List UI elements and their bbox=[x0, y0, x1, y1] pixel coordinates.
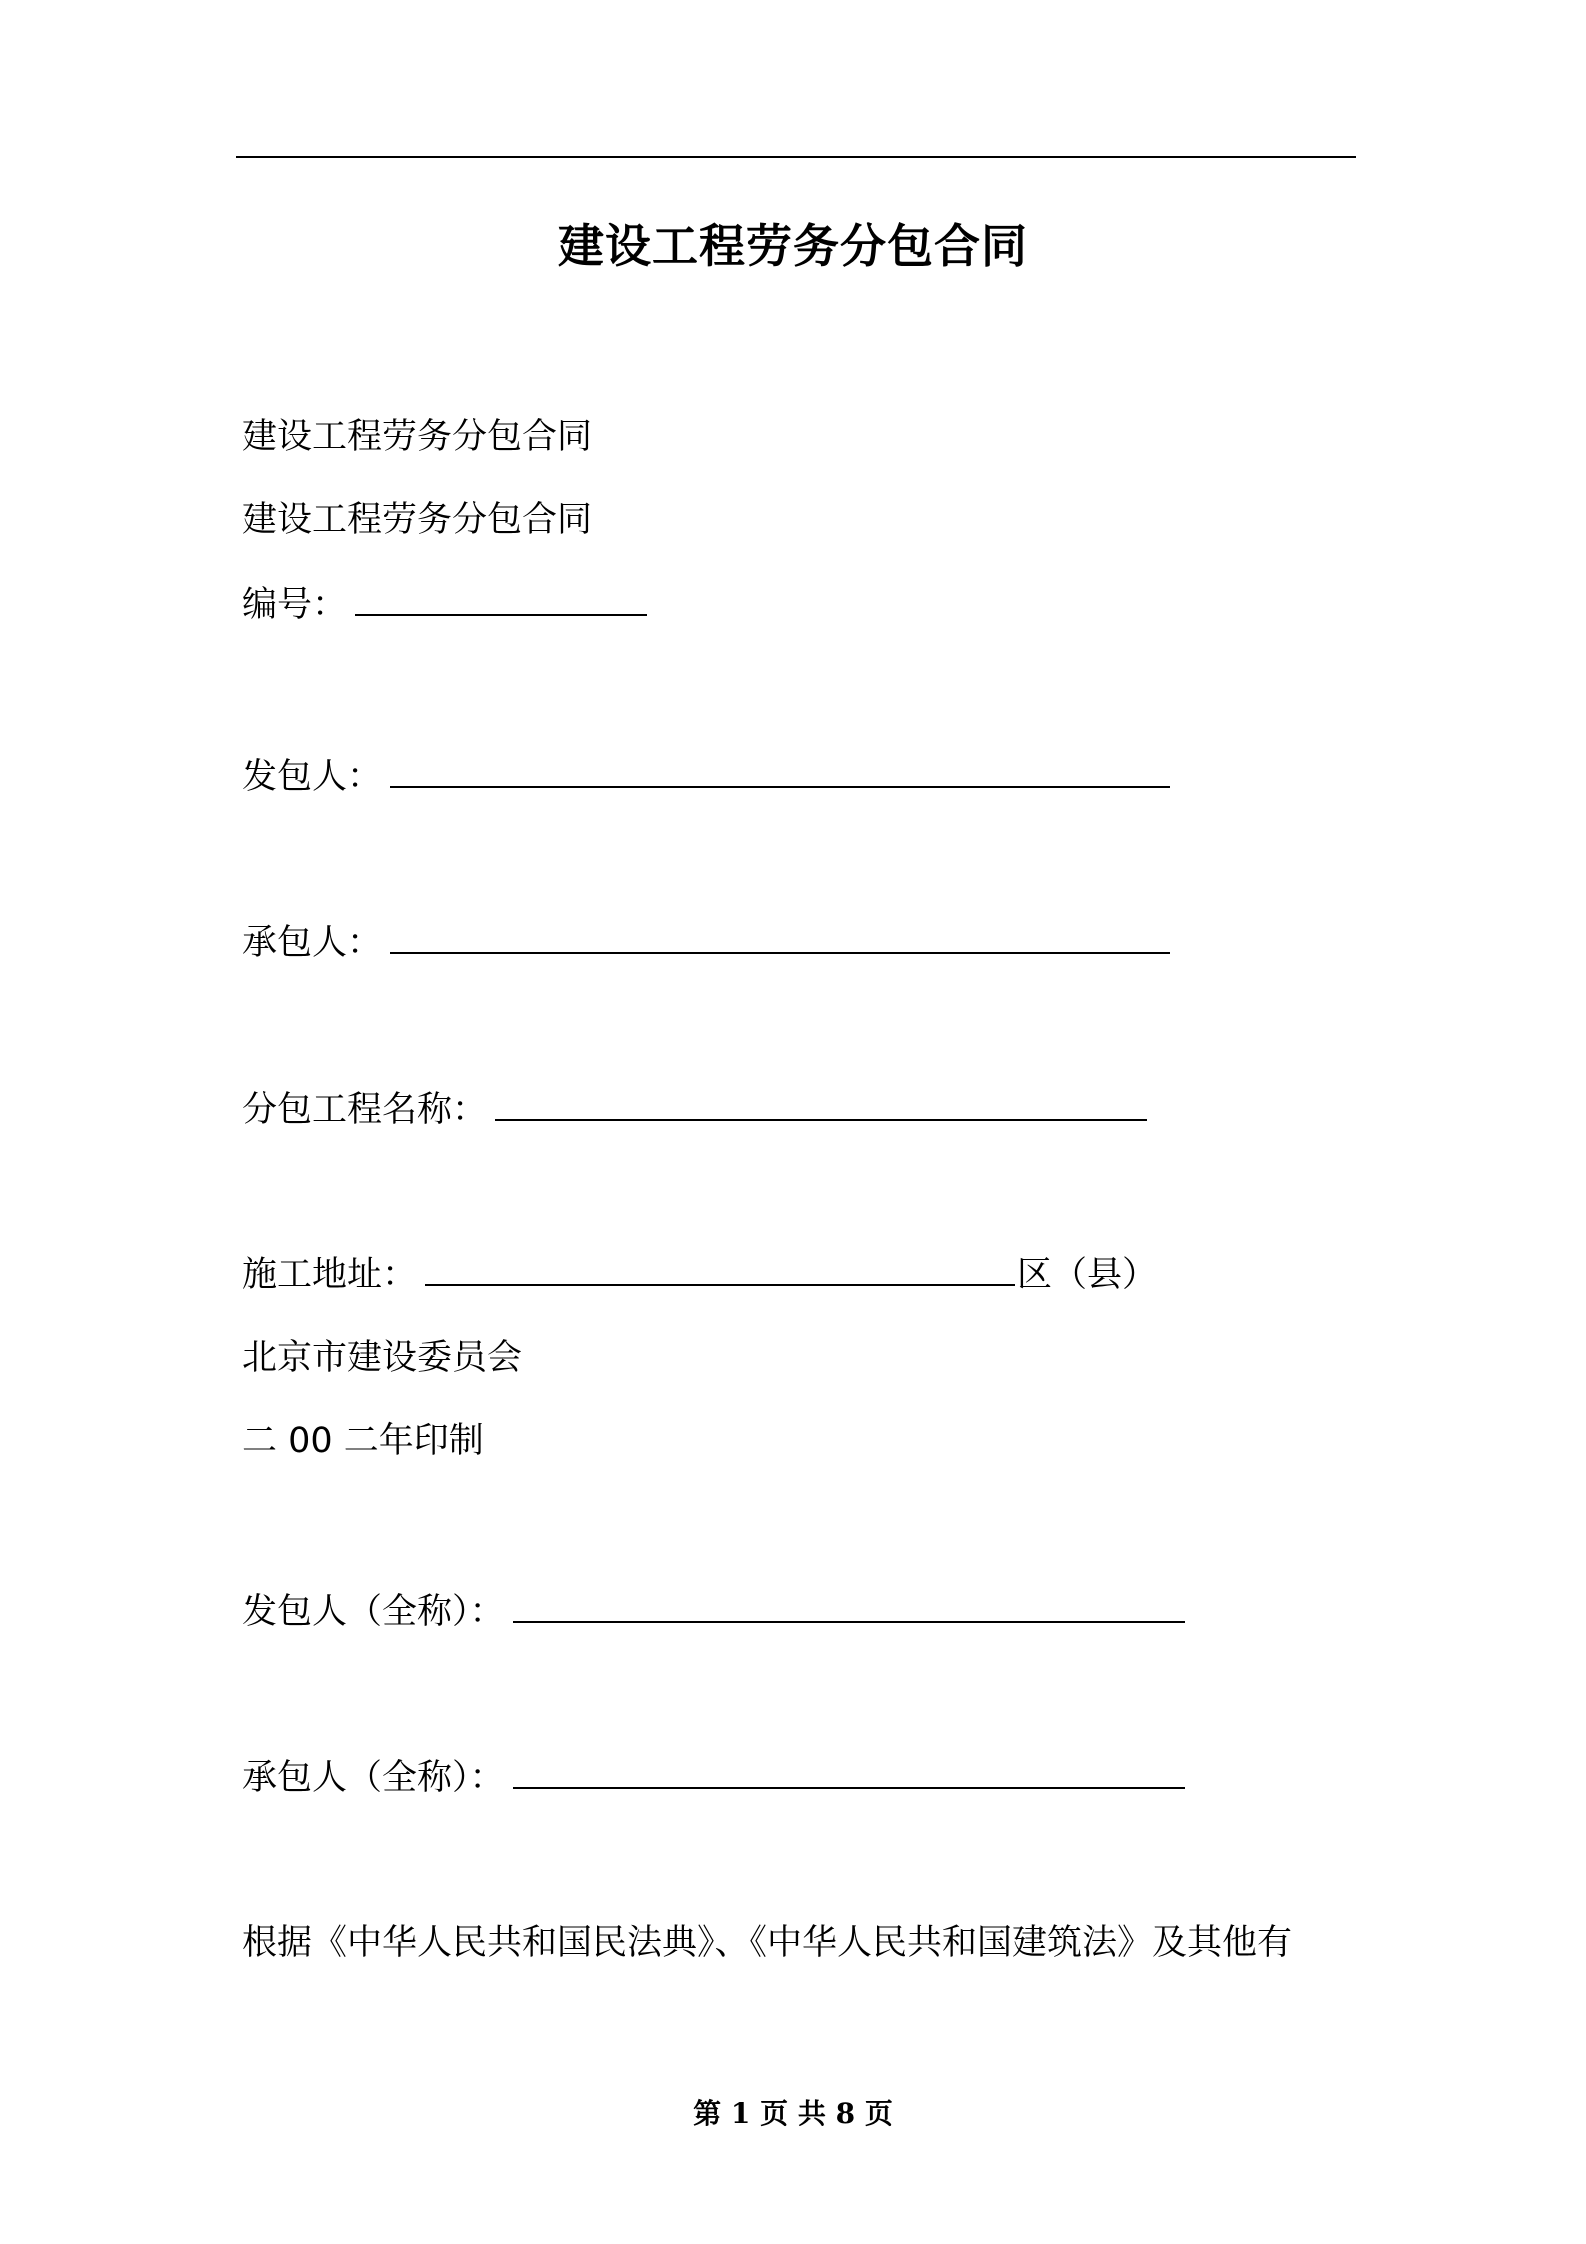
site-address-label: 施工地址： bbox=[242, 1255, 418, 1295]
project-name-label: 分包工程名称： bbox=[242, 1090, 488, 1130]
contractor-full-label: 承包人（全称）： bbox=[242, 1758, 505, 1798]
contractor-full-field bbox=[242, 1753, 1185, 1803]
contractor-blank bbox=[390, 951, 1170, 954]
contract-number-field bbox=[242, 580, 647, 630]
employer-field bbox=[242, 752, 1170, 802]
header-line-2: 建设工程劳务分包合同 bbox=[242, 500, 593, 540]
contractor-full-blank bbox=[513, 1786, 1185, 1789]
header-line-1: 建设工程劳务分包合同 bbox=[242, 417, 593, 457]
contractor-field bbox=[242, 918, 1170, 968]
employer-blank bbox=[390, 785, 1170, 788]
employer-full-label: 发包人（全称）： bbox=[242, 1592, 505, 1632]
issuer-line: 北京市建设委员会 bbox=[242, 1338, 523, 1378]
body-paragraph-start: 根据《中华人民共和国民法典》、《中华人民共和国建筑法》及其他有 bbox=[242, 1923, 1293, 1963]
site-address-blank bbox=[425, 1283, 1015, 1286]
print-year-line: 二 00 二年印制 bbox=[242, 1421, 484, 1461]
site-address-field bbox=[242, 1250, 1157, 1300]
employer-full-blank bbox=[513, 1620, 1185, 1623]
contract-number-blank bbox=[355, 613, 647, 616]
project-name-field bbox=[242, 1085, 1147, 1135]
project-name-blank bbox=[495, 1118, 1147, 1121]
document-title: 建设工程劳务分包合同 bbox=[558, 219, 1028, 273]
employer-label: 发包人： bbox=[242, 757, 383, 797]
site-address-suffix: 区（县） bbox=[1017, 1255, 1158, 1295]
contract-number-label: 编号： bbox=[242, 585, 348, 625]
header-rule bbox=[236, 156, 1356, 158]
page-number-footer: 第 1 页 共 8 页 bbox=[693, 2097, 893, 2130]
employer-full-field bbox=[242, 1587, 1185, 1637]
contractor-label: 承包人： bbox=[242, 923, 383, 963]
